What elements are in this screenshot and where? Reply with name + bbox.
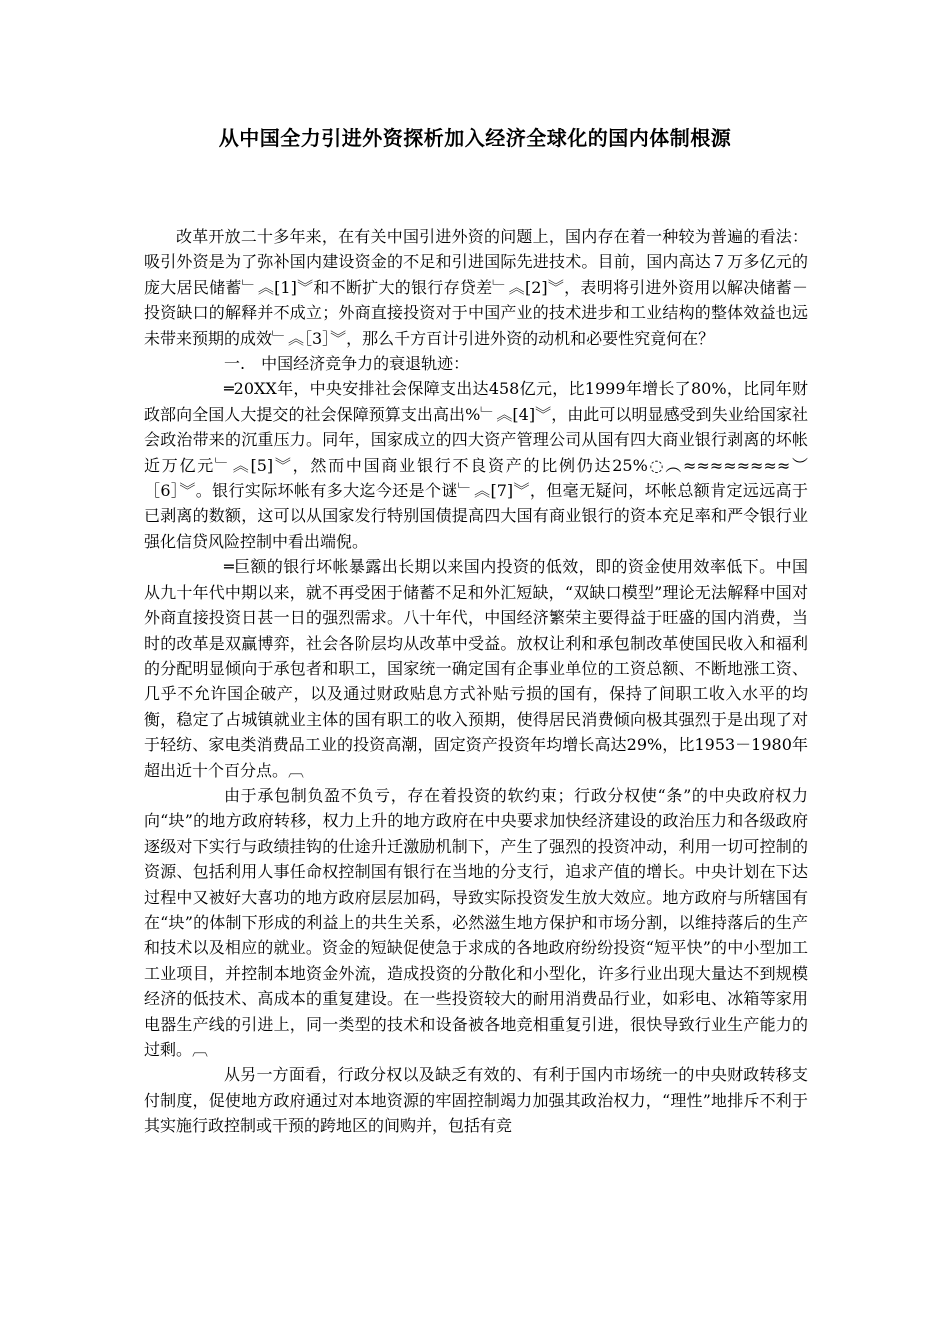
paragraph-bad-debts: ═巨额的银行坏帐暴露出长期以来国内投资的低效，即的资金使用效率低下。中国从九十年代中期以来，就不再受困于储蓄不足和外汇短缺，“双缺口模型”理论无法解释中国对外商直接投资日甚一日的强烈需求。八十年代，中国经济繁荣主要得益于旺盛的国内消费，当时的改革是双赢博弈，社会各阶层均从改革中受益。放权让利和承包制改革使国民收入和福利的分配明显倾向于承包者和职工，国家统一确定国有企事业单位的工资总额、不断地涨工资、几乎不允许国企破产，以及通过财政贴息方式补贴亏损的国有，保持了间职工收入水平的均衡，稳定了占城镇就业主体的国有职工的收入预期，使得居民消费倾向极其强烈于是出现了对于轻纺、家电类消费品工业的投资高潮，固定资产投资年均增长高达29%，比1953－1980年超出近十个百分点。︹ [144, 557, 808, 780]
paragraph-intro: 改革开放二十多年来，在有关中国引进外资的问题上，国内存在着一种较为普遍的看法：吸引外资是为了弥补国内建设资金的不足和引进国际先进技术。目前，国内高达７万多亿元的庞大居民储蓄﹂︽[1]︾和不断扩大的银行存贷差﹂︽[2]︾，表明将引进外资用以解决储蓄－投资缺口的解释并不成立；外商直接投资对于中国产业的技术进步和工业结构的整体效益也远未带来预期的成效﹂︽［3］︾，那么千方百计引进外资的动机和必要性究竟何在？ [144, 227, 808, 348]
document-body [144, 224, 808, 1139]
document-title: 从中国全力引进外资探析加入经济全球化的国内体制根源 [218, 126, 732, 150]
paragraph-social-security: ═20XX年，中央安排社会保障支出达458亿元，比1999年增长了80%，比同年财政部向全国人大提交的社会保障预算支出高出%﹂︽[4]︾，由此可以明显感受到失业给国家社会政治带来的沉重压力。同年，国家成立的四大资产管理公司从国有四大商业银行剥离的坏帐近万亿元﹂︽[5]︾，然而中国商业银行不良资产的比例仍达25%◌︵≈≈≈≈≈≈≈≈︶［6］︾。银行实际坏帐有多大迄今还是个谜﹂︽[7]︾，但毫无疑问，坏帐总额肯定远远高于已剥离的数额，这可以从国家发行特别国债提高四大国有商业银行的资本充足率和严令银行业强化信贷风险控制中看出端倪。 [144, 379, 808, 551]
paragraph-contract-system: 由于承包制负盈不负亏，存在着投资的软约束；行政分权使“条”的中央政府权力向“块”的地方政府转移，权力上升的地方政府在中央要求加快经济建设的政治压力和各级政府逐级对下实行与政绩挂钩的仕途升迁激励机制下，产生了强烈的投资冲动，利用一切可控制的资源、包括利用人事任命权控制国有银行在当地的分支行，追求产值的增长。中央计划在下达过程中又被好大喜功的地方政府层层加码，导致实际投资发生放大效应。地方政府与所辖国有在“块”的体制下形成的利益上的共生关系，必然滋生地方保护和市场分割，以维持落后的生产和技术以及相应的就业。资金的短缺促使急于求成的各地政府纷纷投资“短平快”的中小型加工工业项目，并控制本地资金外流，造成投资的分散化和小型化，许多行业出现大量达不到规模经济的低技术、高成本的重复建设。在一些投资较大的耐用消费品行业，如彩电、冰箱等家用电器生产线的引进上，同一类型的技术和设备被各地竞相重复引进，很快导致行业生产能力的过剩。︹ [144, 785, 808, 1059]
paragraph-fiscal-transfer: 从另一方面看，行政分权以及缺乏有效的、有利于国内市场统一的中央财政转移支付制度，促使地方政府通过对本地资源的牢固控制竭力加强其政治权力，“理性”地排斥不利于其实施行政控制或干预的跨地区的间购并，包括有竞 [144, 1065, 808, 1136]
section-heading-1: 一. 中国经济竞争力的衰退轨迹： [224, 354, 470, 374]
